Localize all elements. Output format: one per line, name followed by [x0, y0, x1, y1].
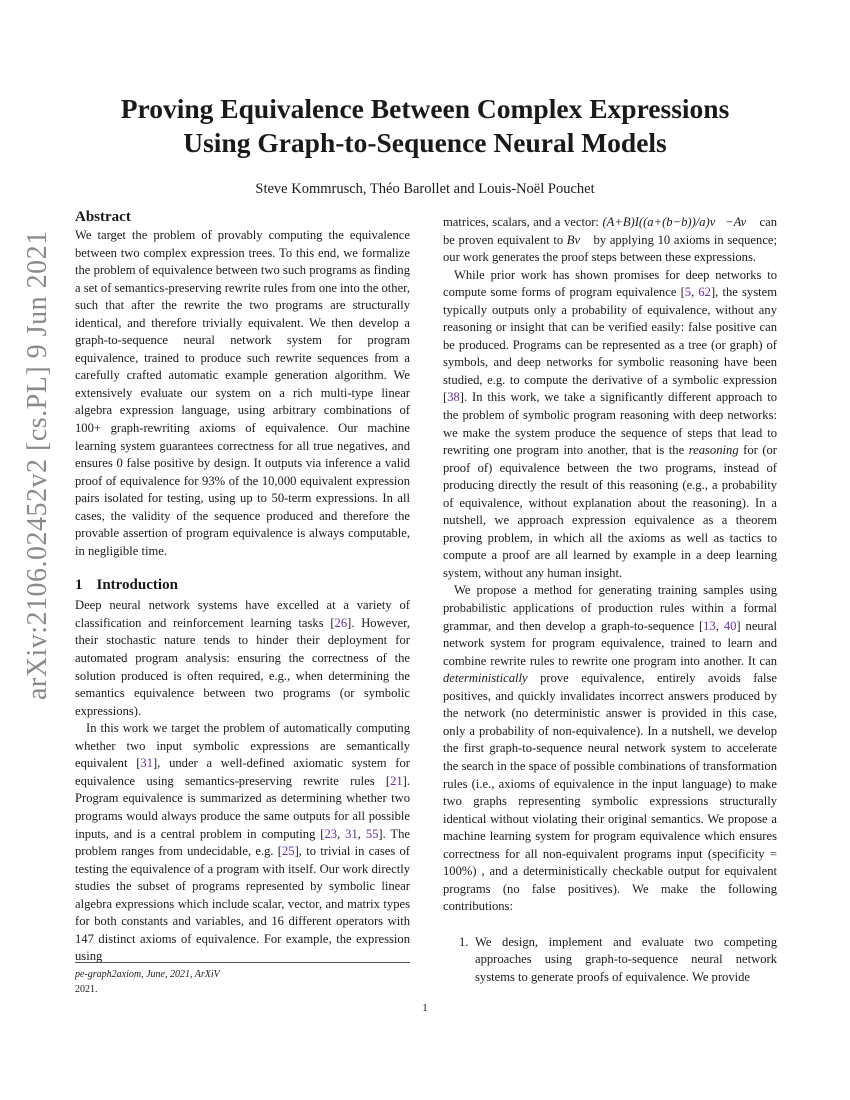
intro-paragraph-4: While prior work has shown promises for deep networks to compute some forms of program equivalence [5, 62], the system typically outputs only a probability of equivalence, without any reasoning or insight that can be verified easily: false positive can be produced. Programs can be represented as a tree (or graph) of symbols, and deep networks for symbolic reasoning have been studied, e.g. to compute the derivative of a symbolic expression [38]. In this work, we take a significantly different approach to the problem of symbolic program reasoning with deep networks: we make the system produce the sequence of steps that lead to rewriting one program into another, that is the reasoning for (or proof of) equivalence between the two programs, instead of producing directly the result of this reasoning (e.g., a probability of equivalence, without explanation about the reasoning). In a nutshell, we approach expression equivalence as a theorem proving problem, in which all the axioms as well as tactics to compute a proof are all learned by example in a deep learning system, without any human insight.	[443, 267, 777, 580]
citation-link[interactable]: 55	[365, 826, 379, 841]
citation-link[interactable]: 26	[334, 615, 348, 630]
author-list: Steve Kommrusch, Théo Barollet and Louis-Noël Pouchet	[255, 181, 595, 197]
arxiv-identifier: arXiv:2106.02452v2 [cs.PL] 9 Jun 2021	[22, 230, 53, 700]
citation-link[interactable]: 23	[324, 826, 338, 841]
math-expression: (A+B)I((a+(b−b))/a)v⃗−Av⃗	[602, 215, 757, 229]
citation-link[interactable]: 62	[698, 285, 711, 300]
intro-paragraph-2: In this work we target the problem of automatically computing whether two input symbolic expressions are semantically equivalent [31], under a well-defined axiomatic system for equivalence using semantics-preserving rewrite rules [21]. Program equivalence is summarized as determining whether two programs would always produce the same outputs for all possible inputs, and is a central problem in computing [23, 31, 55]. The problem ranges from undecidable, e.g. [25], to trivial in cases of testing the equivalence of a program with itself. Our work directly studies the subset of programs represented by symbolic linear algebra expressions which include scalar, vector, and matrix types for both constants and variables, and 16 different operators with 147 distinct axioms of equivalence. For example, the expression using	[75, 721, 411, 964]
abstract-text: We target the problem of provably computing the equivalence between two complex expression trees. To this end, we formalize the problem of equivalence between two such programs as finding a set of semantics-preserving rewrite rules from one into the other, such that after the rewrite the two programs are structurally identical, and therefore trivially equivalent. We then develop a graph-to-sequence neural network system for program equivalence, trained to produce such rewrite sequences from a carefully crafted automatic example generation algorithm. We extensively evaluate our system on a rich multi-type linear algebra expression language, using arbitrary combinations of 100+ graph-rewriting axioms of equivalence. Our machine learning system guarantees correctness for all true negatives, and ensures 0 false positive by design. It outputs via inference a valid proof of equivalence for 93% of the 10,000 equivalent expression pairs isolated for testing, using up to 50-term expressions. In all cases, the validity of the sequence produced and therefore the provable assertion of program equivalence is always computable, in negligible time.	[75, 228, 410, 558]
section-title: Introduction	[96, 577, 178, 594]
footer-venue: pe-graph2axiom, June, 2021, ArXiV	[75, 969, 220, 980]
citation-link[interactable]: 40	[723, 618, 737, 633]
citation-link[interactable]: 13	[703, 618, 716, 633]
right-column	[443, 214, 777, 987]
page-footer	[75, 962, 410, 997]
left-column	[75, 207, 410, 966]
citation-link[interactable]: 31	[140, 756, 153, 771]
emphasis: reasoning	[688, 443, 739, 458]
citation-link[interactable]: 38	[447, 390, 460, 405]
paper-title	[60, 92, 790, 160]
title-line-2: Using Graph-to-Sequence Neural Models	[183, 127, 667, 158]
citation-link[interactable]: 31	[345, 826, 358, 841]
introduction-heading	[75, 575, 410, 595]
citation-link[interactable]: 25	[282, 844, 295, 859]
page-number: 1	[422, 1002, 428, 1014]
list-number: 1.	[459, 934, 469, 949]
intro-paragraph-3: matrices, scalars, and a vector: (A+B)I((a+(b−b))/a)v⃗−Av⃗ can be proven equivalent to Bv⃗ by applying 10 axioms in sequence; our work generates the proof steps between these expressions.	[443, 215, 778, 265]
citation-link[interactable]: 21	[390, 773, 403, 788]
intro-paragraph-1: Deep neural network systems have excelled at a variety of classification and reinforcement learning tasks [26]. However, their stochastic nature tends to hinder their deployment for automated program analysis: ensuring the correctness of the solution produced is often required, e.g., when determining the semantics equivalence between two programs (or symbolic expressions).	[75, 598, 410, 718]
abstract-heading: Abstract	[75, 209, 131, 225]
emphasis: deterministically	[443, 671, 528, 686]
footer-year: 2021.	[75, 984, 98, 995]
intro-paragraph-5: We propose a method for generating training samples using probabilistic applications of production rules within a formal grammar, and then develop a graph-to-sequence [13, 40] neural network system for program equivalence, trained to learn and combine rewrite rules to rewrite one program into another. It can deterministically prove equivalence, entirely avoids false positives, and quickly invalidates incorrect answers produced by the network (no deterministic answer is provided in this case, only a probability of non-equivalence). In a nutshell, we develop the first graph-to-sequence neural network system to accelerate the search in the space of possible combinations of transformation rules (i.e., axioms of equivalence in the input language) to make two graphs representing symbolic expressions structurally identical without violating their original semantics. We propose a machine learning system for program equivalence which ensures correctness for all non-equivalent programs input (specificity = 100%) , and a deterministically checkable output for equivalent programs (no false positives). We make the following contributions:	[443, 583, 778, 914]
math-expression: Bv⃗	[566, 232, 590, 247]
contribution-list-item	[443, 934, 777, 987]
citation-link[interactable]: 5	[684, 285, 692, 300]
title-line-1: Proving Equivalence Between Complex Expressions	[120, 93, 730, 124]
list-item-text: We design, implement and evaluate two competing approaches using graph-to-sequence neural network systems to generate proofs of equivalence. We provide	[475, 934, 777, 984]
section-number: 1	[75, 577, 83, 594]
